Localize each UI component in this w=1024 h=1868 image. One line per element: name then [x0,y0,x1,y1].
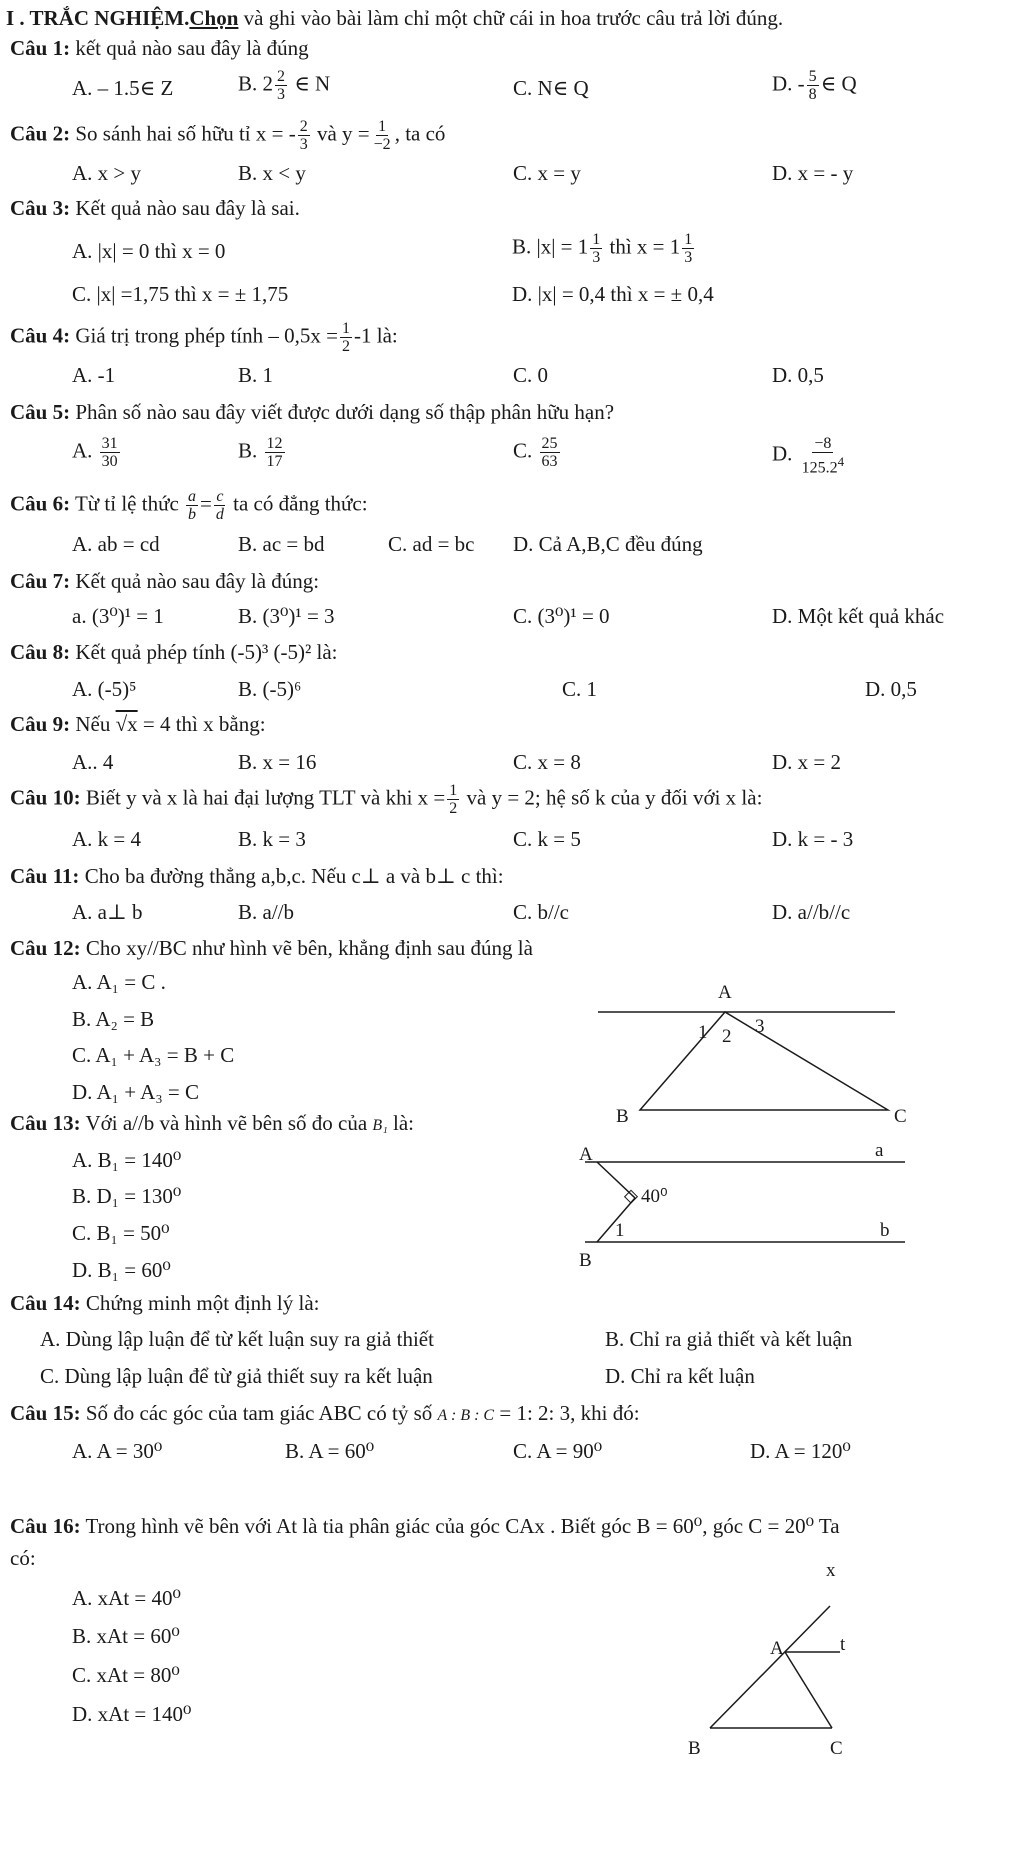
q16-option-b: B. xAt = 60⁰ [72,1624,180,1648]
fig12-label-a: A [718,982,732,1003]
fig13-label-lower-a: a [875,1140,884,1161]
fig13-label-upper-b: B [579,1250,592,1270]
fig12-label-b: B [616,1106,629,1127]
q8-option-d: D. 0,5 [865,677,917,701]
q4-stem: Câu 4: Giá trị trong phép tính – 0,5x = $\frac{1}{2}$ -1 là: [10,320,398,355]
q8-option-a: A. (-5)⁵ [72,677,137,701]
section-header: I . TRẮC NGHIỆM.Chọn và ghi vào bài làm chỉ một chữ cái in hoa trước câu trả lời đúng. [6,6,784,30]
q9-option-b: B. x = 16 [238,750,317,774]
q1-option-d: D. - $\frac{5}{8}$ ∈ Q [772,68,857,103]
q16-option-c: C. xAt = 80⁰ [72,1663,180,1687]
q10-option-d: D. k = - 3 [772,827,854,851]
q9-option-a: A.. 4 [72,750,114,774]
q5-option-b: B. $\frac{12}{17}$ [238,435,283,470]
q12-stem: Câu 12: Cho xy//BC như hình vẽ bên, khẳng định sau đúng là [10,936,533,960]
fig12-label-c: C [894,1106,907,1127]
q13-stem: Câu 13: Với a//b và hình vẽ bên số đo của B₁ là: [10,1111,415,1135]
q9-option-c: C. x = 8 [513,750,581,774]
q16-option-d: D. xAt = 140⁰ [72,1702,192,1726]
q2-stem: Câu 2: So sánh hai số hữu tỉ x = - $\frac{2}{3}$ và y = $\frac{1}{-2}$ , ta có [10,118,446,153]
q1-option-b: B. 2 $\frac{2}{3}$ ∈ N [238,68,331,103]
q8-option-b: B. (-5)⁶ [238,677,302,701]
q13-option-b: B. D₁ = 130⁰ [72,1184,182,1208]
q13-option-a: A. B₁ = 140⁰ [72,1148,182,1172]
q10-stem: Câu 10: Biết y và x là hai đại lượng TLT và khi x = $\frac{1}{2}$ và y = 2; hệ số k của y đối với x là: [10,782,763,817]
q13-option-d: D. B₁ = 60⁰ [72,1258,171,1282]
q14-stem: Câu 14: Chứng minh một định lý là: [10,1291,320,1315]
q14-option-b: B. Chỉ ra giả thiết và kết luận [605,1327,853,1351]
segment-ac [785,1652,832,1728]
fig12-angle-2: 2 [722,1026,732,1047]
q7-option-a: a. (3⁰)¹ = 1 [72,604,164,628]
fig16-label-b: B [688,1738,701,1758]
fig13-angle-1: 1 [615,1220,625,1241]
angle-mark [625,1190,638,1203]
q11-option-d: D. a//b//c [772,900,851,924]
q6-option-a: A. ab = cd [72,532,160,556]
q6-option-d: D. Cả A,B,C đều đúng [513,532,703,556]
ray-ax [710,1606,830,1728]
q5-stem: Câu 5: Phân số nào sau đây viết được dưới dạng số thập phân hữu hạn? [10,400,615,424]
q2-option-c: C. x = y [513,161,581,185]
q2-option-b: B. x < y [238,161,306,185]
q12-option-c: C. A₁ + A₃ = B + C [72,1043,235,1067]
q9-stem: Câu 9: Nếu √x = 4 thì x bằng: [10,712,266,736]
q7-option-c: C. (3⁰)¹ = 0 [513,604,610,628]
q10-option-c: C. k = 5 [513,827,581,851]
q3-option-c: C. |x| =1,75 thì x = ± 1,75 [72,282,289,306]
q3-option-b: B. |x| = 1 $\frac{1}{3}$ thì x = 1 $\frac{1}{3}$ [512,231,693,266]
fig13-label-upper-a: A [579,1144,593,1165]
q15-option-d: D. A = 120⁰ [750,1439,851,1463]
q11-option-c: C. b//c [513,900,569,924]
fig12-angle-1: 1 [698,1022,708,1043]
q3-option-a: A. |x| = 0 thì x = 0 [72,239,226,263]
q12-option-a: A. A₁ = C . [72,970,166,994]
q16-stem: Câu 16: Trong hình vẽ bên với At là tia phân giác của góc CAx . Biết góc B = 60⁰, góc C = 20⁰ Ta [10,1514,840,1538]
q14-option-d: D. Chỉ ra kết luận [605,1364,755,1388]
q8-option-c: C. 1 [562,677,598,701]
q7-stem: Câu 7: Kết quả nào sau đây là đúng: [10,569,320,593]
q4-option-a: A. -1 [72,363,116,387]
q3-option-d: D. |x| = 0,4 thì x = ± 0,4 [512,282,714,306]
q5-option-d: D. $\frac{-8}{125.2^4}$ [772,435,845,477]
fig16-label-t: t [840,1634,846,1655]
q11-stem: Câu 11: Cho ba đường thẳng a,b,c. Nếu c⊥ a và b⊥ c thì: [10,864,504,888]
q15-stem: Câu 15: Số đo các góc của tam giác ABC có tỷ số A : B : C = 1: 2: 3, khi đó: [10,1401,640,1425]
q4-option-c: C. 0 [513,363,549,387]
fig13-angle-40: 40⁰ [641,1186,668,1207]
q3-stem: Câu 3: Kết quả nào sau đây là sai. [10,196,300,220]
q6-stem: Câu 6: Từ tỉ lệ thức $\frac{a}{b}$ = $\frac{c}{d}$ ta có đẳng thức: [10,488,368,523]
q10-option-a: A. k = 4 [72,827,142,851]
q14-option-a: A. Dùng lập luận để từ kết luận suy ra giả thiết [40,1327,434,1351]
q7-option-d: D. Một kết quả khác [772,604,945,628]
q8-stem: Câu 8: Kết quả phép tính (-5)³ (-5)² là: [10,640,338,664]
q16-option-a: A. xAt = 40⁰ [72,1586,181,1610]
q1-stem: Câu 1: kết quả nào sau đây là đúng [10,36,309,60]
q4-option-d: D. 0,5 [772,363,824,387]
q15-option-c: C. A = 90⁰ [513,1439,603,1463]
q7-option-b: B. (3⁰)¹ = 3 [238,604,335,628]
section-title: I . TRẮC NGHIỆM. [6,6,190,30]
q6-option-b: B. ac = bd [238,532,325,556]
fig16-label-c: C [830,1738,843,1758]
q13-parallel-figure [575,1140,915,1270]
q2-option-a: A. x > y [72,161,142,185]
q2-option-d: D. x = - y [772,161,854,185]
q4-option-b: B. 1 [238,363,274,387]
q1-option-a: A. – 1.5∈ Z [72,76,174,100]
q12-triangle-figure [590,960,920,1130]
fig13-label-b: b [880,1220,890,1241]
q5-option-c: C. $\frac{25}{63}$ [513,435,558,470]
fig16-label-x: x [826,1560,836,1581]
q1-option-c: C. N∈ Q [513,76,589,100]
q11-option-a: A. a⊥ b [72,900,143,924]
q14-option-c: C. Dùng lập luận để từ giả thiết suy ra kết luận [40,1364,433,1388]
q15-option-a: A. A = 30⁰ [72,1439,163,1463]
q16-stem-cont: có: [10,1546,36,1570]
fig16-label-a: A [770,1638,784,1659]
q12-option-b: B. A₂ = B [72,1007,155,1031]
q11-option-b: B. a//b [238,900,294,924]
q13-option-c: C. B₁ = 50⁰ [72,1221,170,1245]
q9-option-d: D. x = 2 [772,750,842,774]
q15-option-b: B. A = 60⁰ [285,1439,375,1463]
q12-option-d: D. A₁ + A₃ = C [72,1080,200,1104]
fig12-angle-3: 3 [755,1016,765,1037]
instruction-label: Chọn [189,6,239,30]
q10-option-b: B. k = 3 [238,827,306,851]
q5-option-a: A. $\frac{31}{30}$ [72,435,118,470]
q16-bisector-figure [640,1548,880,1758]
q6-option-c: C. ad = bc [388,532,475,556]
